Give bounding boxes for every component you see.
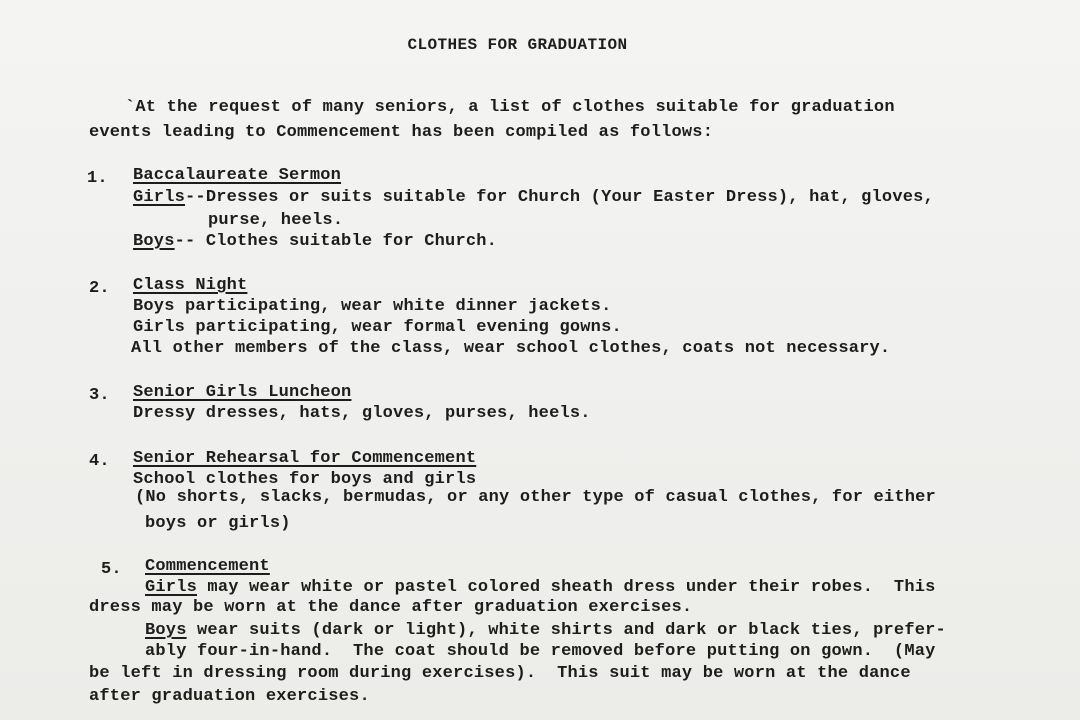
section-3-line-1: Dressy dresses, hats, gloves, purses, heels. <box>133 404 591 423</box>
section-1-line-1-label: Girls <box>133 188 186 207</box>
section-5-line-1-text: may wear white or pastel colored sheath dress under their robes. This <box>197 578 936 597</box>
section-5-line-5: be left in dressing room during exercises). This suit may be worn at the dance <box>89 664 911 683</box>
section-4-line-3: boys or girls) <box>145 514 291 533</box>
section-2-line-2: Girls participating, wear formal evening gowns. <box>133 318 622 337</box>
section-5-line-4: ably four-in-hand. The coat should be removed before putting on gown. (May <box>145 642 936 661</box>
section-3-heading: Senior Girls Luncheon <box>133 383 352 402</box>
section-2-line-3: All other members of the class, wear school clothes, coats not necessary. <box>131 339 891 358</box>
section-1-line-2: purse, heels. <box>208 211 344 230</box>
section-5-line-3 <box>145 621 946 641</box>
section-5-line-2: dress may be worn at the dance after graduation exercises. <box>89 598 693 617</box>
section-1-line-1-text: --Dresses or suits suitable for Church (Your Easter Dress), hat, gloves, <box>185 188 934 207</box>
document-title: CLOTHES FOR GRADUATION <box>407 36 628 54</box>
section-1-line-3-label: Boys <box>133 232 175 251</box>
section-5-line-6: after graduation exercises. <box>89 687 370 706</box>
section-5-number: 5. <box>101 560 122 579</box>
section-1-line-1 <box>133 188 934 208</box>
section-5-line-1 <box>145 578 936 598</box>
section-1-line-3-text: -- Clothes suitable for Church. <box>174 232 498 251</box>
section-1-line-3 <box>133 232 497 252</box>
section-1-number: 1. <box>87 169 108 188</box>
section-3-number: 3. <box>89 386 110 405</box>
section-2-heading: Class Night <box>133 276 248 295</box>
section-4-line-1: School clothes for boys and girls <box>133 470 477 489</box>
section-5-line-1-label: Girls <box>145 578 198 597</box>
section-5-line-3-label: Boys <box>145 621 187 640</box>
section-2-number: 2. <box>89 279 110 298</box>
intro-line-2: events leading to Commencement has been compiled as follows: <box>89 123 714 142</box>
intro-line-1: `At the request of many seniors, a list of clothes suitable for graduation <box>125 98 895 117</box>
section-4-heading: Senior Rehearsal for Commencement <box>133 449 477 468</box>
section-2-line-1: Boys participating, wear white dinner jackets. <box>133 297 612 316</box>
section-5-line-3-text: wear suits (dark or light), white shirts and dark or black ties, prefer- <box>186 621 946 640</box>
section-4-number: 4. <box>89 452 110 471</box>
section-1-heading: Baccalaureate Sermon <box>133 166 342 185</box>
section-5-heading: Commencement <box>145 557 270 576</box>
section-4-line-2: (No shorts, slacks, bermudas, or any other type of casual clothes, for either <box>135 488 936 507</box>
